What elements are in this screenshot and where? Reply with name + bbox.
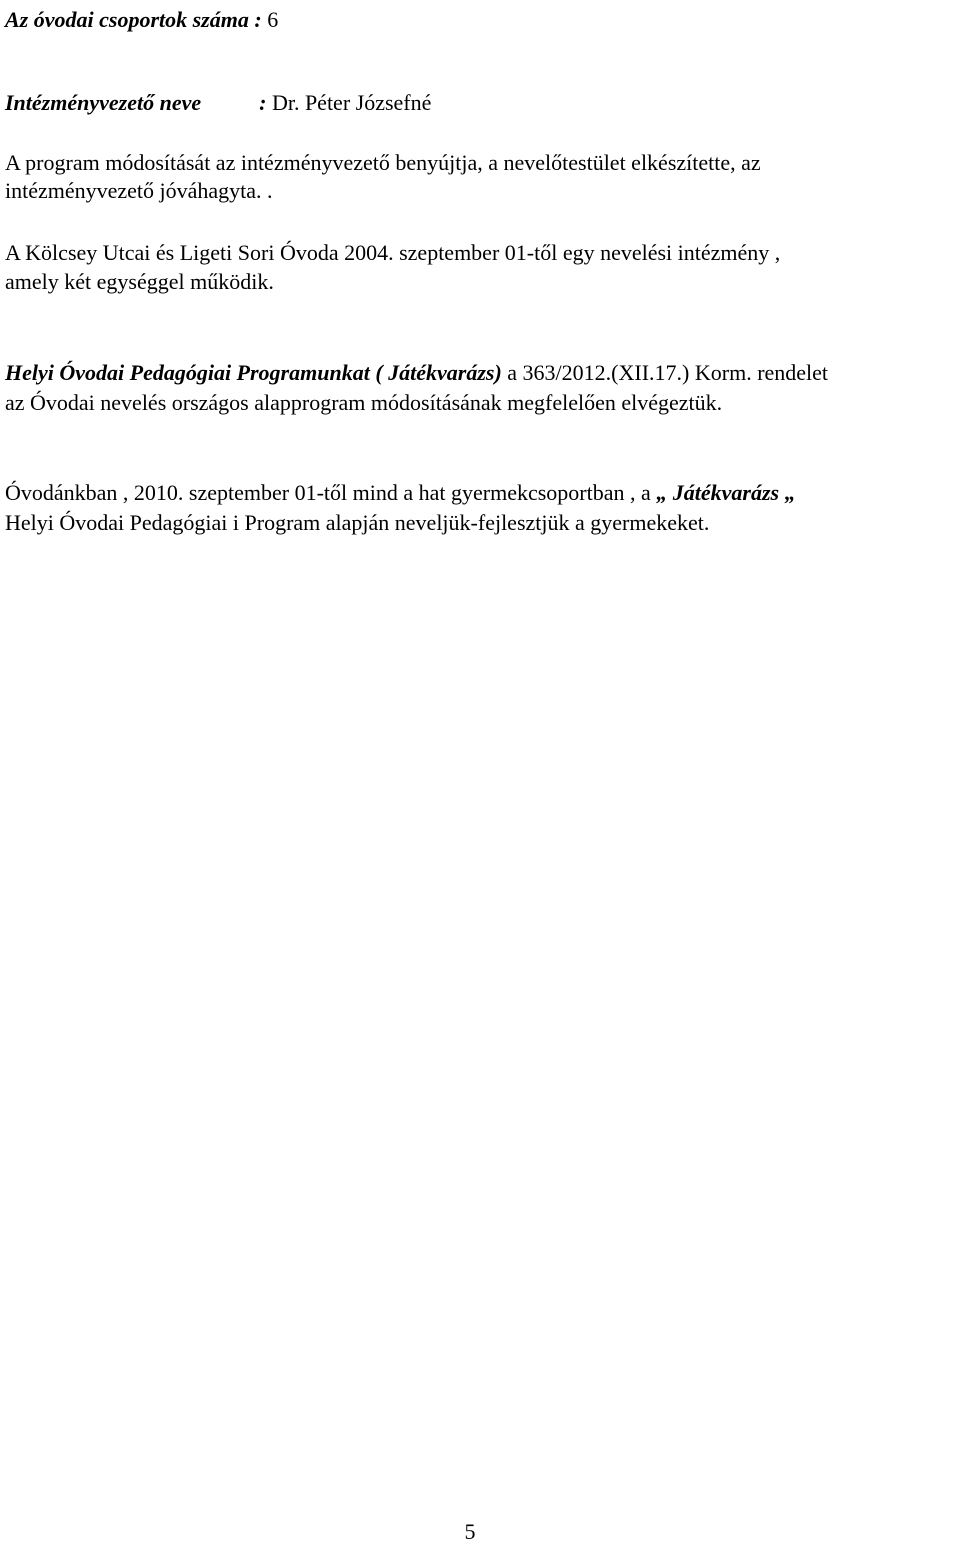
decree-reference: a 363/2012.(XII.17.) Korm. rendelet xyxy=(501,360,829,385)
paragraph-line: amely két egységgel működik. xyxy=(5,269,274,294)
kindergarten-line xyxy=(5,480,796,506)
paragraph-line: Helyi Óvodai Pedagógiai i Program alapján neveljük-fejlesztjük a gyermekeket. xyxy=(5,510,710,535)
program-line xyxy=(5,360,828,386)
director-label: Intézményvezető neve xyxy=(5,90,202,115)
groups-count-value: 6 xyxy=(261,7,279,32)
paragraph-line: intézményvezető jóváhagyta. . xyxy=(5,178,273,203)
director-value: Dr. Péter Józsefné xyxy=(266,90,432,115)
groups-count-label: Az óvodai csoportok száma : xyxy=(5,7,262,32)
groups-count-line xyxy=(5,7,278,33)
paragraph-line: az Óvodai nevelés országos alapprogram módosításának megfelelően elvégeztük. xyxy=(5,390,723,415)
paragraph-line: A Kölcsey Utcai és Ligeti Sori Óvoda 2004. szeptember 01-től egy nevelési intézmény , xyxy=(5,240,781,265)
paragraph-line: A program módosítását az intézményvezető benyújtja, a nevelőtestület elkészítette, az xyxy=(5,150,761,175)
director-line xyxy=(5,90,431,116)
program-title: Helyi Óvodai Pedagógiai Programunkat ( Játékvarázs) xyxy=(5,360,502,385)
page-number: 5 xyxy=(464,1519,476,1544)
director-colon: : xyxy=(259,90,267,115)
kindergarten-text: Óvodánkban , 2010. szeptember 01-től mind a hat gyermekcsoportban , a xyxy=(5,480,657,505)
program-name-quote: „ Játékvarázs „ xyxy=(656,480,796,505)
